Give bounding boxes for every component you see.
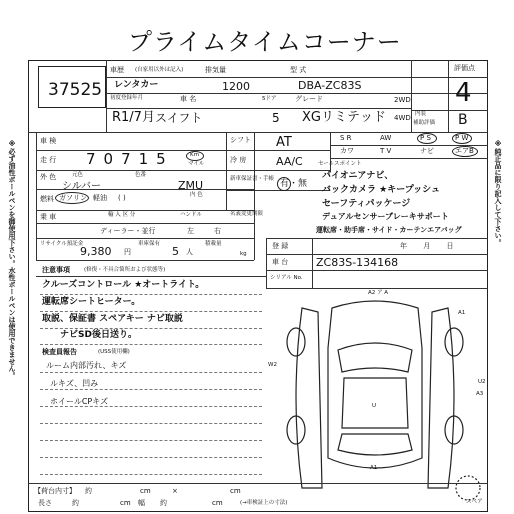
- manual-label: 新車保証書・手帳: [230, 176, 275, 182]
- shaken-label: 車 検: [40, 137, 57, 145]
- pw-circle: [452, 133, 472, 144]
- registration-label: 登 録: [272, 242, 289, 250]
- fuel-option-other: ( ): [118, 194, 126, 202]
- color-no-label: 色番: [135, 172, 147, 178]
- footer-cm-3: cm: [120, 499, 131, 507]
- ac-value: AA/C: [276, 155, 303, 168]
- storage-label: 【荷台内寸】: [34, 487, 76, 495]
- first-reg-value: R1/7月: [112, 110, 155, 125]
- selling-point-3: セーフティパッケージ: [322, 199, 411, 209]
- shift-value: AT: [276, 135, 292, 150]
- diagram-spare: スペア: [466, 499, 483, 505]
- eval-label: 評価点: [454, 64, 475, 72]
- storage-cm-2: cm: [230, 487, 241, 495]
- recycle-label: リサイクル預託金: [40, 241, 84, 247]
- fuel-label: 燃料: [40, 195, 54, 203]
- width-label: 幅: [138, 499, 145, 507]
- storage-x: ×: [172, 487, 178, 495]
- car-windshield: [338, 343, 412, 372]
- eval-value: 4: [455, 78, 472, 108]
- capacity-label: 乗 車: [40, 213, 57, 221]
- diagram-a3: A3: [476, 391, 484, 397]
- mileage-value: 70715: [86, 150, 174, 168]
- diagram-u2: U2: [478, 379, 486, 385]
- car-left-side: [296, 308, 322, 488]
- note-line-2: 運転席シートヒーター。: [42, 297, 141, 307]
- unit-mile: マイル: [188, 161, 205, 167]
- grade-value: XGリミテッド: [302, 110, 386, 125]
- car-damage-diagram: [262, 288, 488, 504]
- grade-label: グレード: [295, 95, 323, 103]
- car-history-value: レンタカー: [114, 80, 159, 90]
- chassis-label: 車 台: [272, 258, 289, 266]
- original-color-label: 元色: [72, 172, 84, 178]
- diagram-a1-top: A1: [458, 310, 466, 316]
- car-history-label: 車歴: [110, 66, 124, 74]
- car-name-label: 車 名: [180, 95, 197, 103]
- inspection-sub: (USS使用欄): [98, 349, 130, 355]
- footer-cm-4: cm: [212, 499, 223, 507]
- manual-value: 有・無: [280, 179, 308, 189]
- interior-value: B: [458, 112, 468, 128]
- capacity-unit: 人: [186, 248, 193, 256]
- registration-unit: 年 月 日: [400, 242, 454, 250]
- handle-left: 左: [187, 227, 194, 235]
- diagram-u: U: [372, 403, 377, 409]
- model-value: DBA-ZC83S: [298, 79, 362, 92]
- ps-circle: [417, 133, 437, 144]
- ac-label: 冷 房: [230, 156, 247, 164]
- selling-point-2: バックカメラ ★キープッシュ: [322, 185, 440, 195]
- side-note-right: ※純正品に限り記入して下さい。: [494, 140, 502, 246]
- load-unit: kg: [240, 251, 247, 257]
- airbag-circle: [452, 146, 478, 157]
- selling-point-4: デュアルセンサーブレーキサポート: [322, 212, 449, 221]
- diagram-w2: W2: [268, 362, 277, 368]
- diagram-a2: A2 ア A: [368, 290, 389, 296]
- selling-point-1: パイオニアナビ、: [322, 171, 394, 181]
- capacity-value: 5: [172, 245, 179, 258]
- lot-number: 37525: [48, 80, 103, 100]
- equip-code-pw: P W: [455, 134, 469, 142]
- mileage-label: 走 行: [40, 156, 57, 164]
- inspection-label: 検査員報告: [42, 348, 77, 356]
- exterior-color-label: 外 色: [40, 173, 57, 181]
- note-line-3: 取説、保証書 スペアキー ナビ取説: [42, 314, 183, 324]
- car-name-value: スイフト: [155, 111, 203, 125]
- unit-km: Km: [190, 152, 199, 158]
- handle-right: 右: [214, 227, 221, 235]
- manual-has-circle: [277, 177, 291, 191]
- car-history-note: (自家用以外は記入): [135, 67, 184, 73]
- equip-code-airbag: エアB: [455, 147, 474, 155]
- serial-label: シリアル No.: [270, 275, 303, 281]
- doors-value: 5: [272, 111, 280, 125]
- fuel-option-gasoline: ガソリン: [59, 194, 87, 202]
- inspection-line-2: ルキズ、凹み: [50, 379, 99, 388]
- equip-code-sr: S R: [340, 134, 352, 142]
- equip-code-aw: AW: [380, 134, 392, 142]
- car-body-outline: [328, 301, 422, 468]
- import-value: ディーラー・並行: [100, 227, 156, 235]
- notes-sub: (修復・不具合箇所および状態等): [84, 267, 166, 273]
- shift-label: シフト: [230, 136, 251, 144]
- storage-about: 約: [85, 487, 92, 495]
- inspection-line-3: ホイールCPキズ: [50, 397, 109, 406]
- inspection-line-1: ルーム内部汚れ、キズ: [46, 361, 127, 370]
- equip-code-ps: P S: [420, 134, 431, 142]
- car-right-side: [428, 308, 454, 488]
- first-reg-label: 初度登録年月: [110, 95, 144, 101]
- recycle-value: 9,380: [80, 245, 112, 258]
- diagram-a1-bottom: A1: [370, 465, 378, 471]
- selling-points-label: セールスポイント: [318, 161, 362, 167]
- selling-point-5: 運転席・助手席・サイド・カーテンエアバッグ: [316, 226, 462, 234]
- equip-code-tv: T V: [380, 147, 392, 155]
- owner-change-label: 名義変更期限: [230, 211, 264, 217]
- import-label: 輸 入 区 分: [108, 212, 136, 218]
- spare-tire: [456, 476, 480, 500]
- width-about: 約: [160, 499, 167, 507]
- drive-2wd: 2WD: [394, 96, 411, 104]
- recycle-unit: 円: [124, 248, 131, 256]
- handle-label: ハンドル: [180, 212, 203, 218]
- note-line-1: クルーズコントロール ★オートライト。: [42, 280, 205, 290]
- color-no-value: ZMU: [178, 179, 204, 192]
- capacity-sub-label: 車庫保有: [138, 241, 161, 247]
- interior-sub: 補助評価: [413, 120, 436, 126]
- model-label: 型 式: [290, 66, 307, 74]
- interior-color-label: 内 色: [190, 192, 203, 198]
- footer-note: (→車検証上の寸法): [240, 500, 288, 506]
- interior-label: 内装: [415, 111, 427, 117]
- note-line-4: ナビSD後日送り。: [60, 330, 137, 340]
- length-label: 長さ: [38, 499, 52, 507]
- displacement-label: 排気量: [205, 66, 226, 74]
- displacement-value: 1200: [222, 80, 250, 93]
- equip-code-navi: ナビ: [420, 147, 434, 155]
- equip-code-kawa: カワ: [340, 147, 354, 155]
- length-about: 約: [72, 499, 79, 507]
- storage-cm-1: cm: [140, 487, 151, 495]
- notes-label: 注意事項: [42, 266, 70, 274]
- side-note-left: ※必ず油性ボールペンを御使用下さい。水性ボールペンは使用できません。: [8, 140, 16, 379]
- doors-label: 5ドア: [262, 96, 277, 102]
- wheel-front-right: [445, 328, 463, 356]
- fuel-option-diesel: 軽油: [93, 194, 107, 202]
- page-title: プライムタイムコーナー: [128, 28, 402, 56]
- drive-4wd: 4WD: [394, 114, 411, 122]
- load-label: 積載量: [205, 241, 222, 247]
- chassis-value: ZC83S-134168: [316, 256, 399, 269]
- car-rear-window: [338, 434, 412, 455]
- exterior-color-value: シルバー: [62, 181, 102, 192]
- wheel-front-left: [287, 328, 305, 356]
